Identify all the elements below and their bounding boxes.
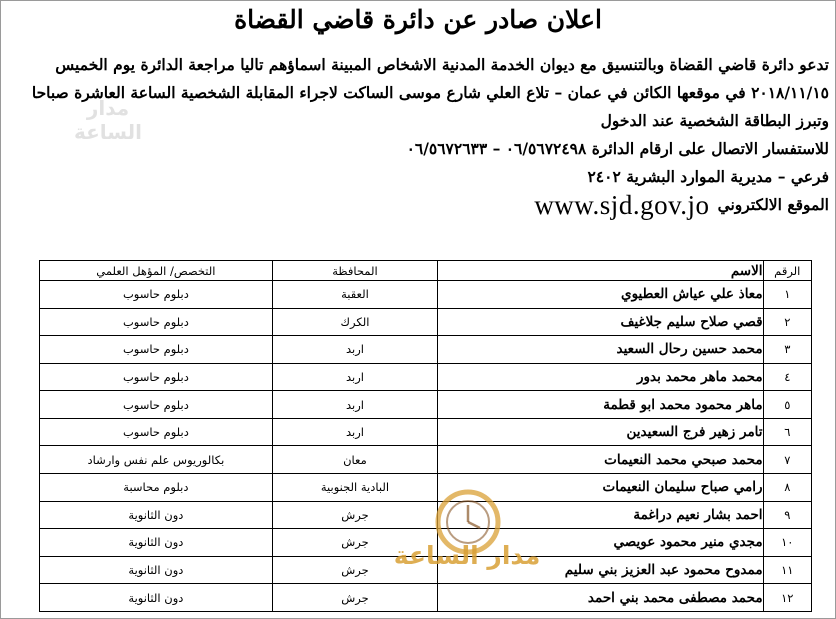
row-governorate: جرش bbox=[272, 501, 437, 529]
body-line-5: فرعي – مديرية الموارد البشرية ٢٤٠٢ bbox=[587, 167, 829, 186]
row-number: ١ bbox=[763, 281, 811, 309]
row-number: ٤ bbox=[763, 363, 811, 391]
row-number: ١٠ bbox=[763, 529, 811, 557]
row-number: ٧ bbox=[763, 446, 811, 474]
watermark-text: مدار الساعة bbox=[73, 96, 143, 144]
logo-brand-text: مدار الساعة bbox=[393, 541, 541, 570]
table-row bbox=[40, 336, 812, 364]
row-governorate: معان bbox=[272, 446, 437, 474]
table-row bbox=[40, 446, 812, 474]
row-governorate: اربد bbox=[272, 363, 437, 391]
header-qualification: التخصص/ المؤهل العلمي bbox=[40, 261, 273, 281]
row-qualification: دون الثانوية bbox=[40, 501, 273, 529]
row-name: معاذ علي عياش العطيوي bbox=[438, 281, 763, 309]
announcement-title: اعلان صادر عن دائرة قاضي القضاة bbox=[234, 5, 602, 34]
row-number: ٦ bbox=[763, 418, 811, 446]
row-number: ٢ bbox=[763, 308, 811, 336]
row-name: محمد حسين رحال السعيد bbox=[438, 336, 763, 364]
row-governorate: جرش bbox=[272, 529, 437, 557]
table-row bbox=[40, 418, 812, 446]
website-url[interactable]: www.sjd.gov.jo bbox=[534, 190, 710, 220]
madar-alsaa-logo bbox=[393, 488, 541, 570]
row-qualification: دبلوم حاسوب bbox=[40, 391, 273, 419]
website-label: الموقع الالكتروني bbox=[717, 195, 829, 214]
website-line bbox=[5, 191, 829, 219]
row-number: ١١ bbox=[763, 556, 811, 584]
row-qualification: بكالوريوس علم نفس وارشاد bbox=[40, 446, 273, 474]
row-qualification: دبلوم حاسوب bbox=[40, 418, 273, 446]
header-number: الرقم bbox=[763, 261, 811, 281]
row-qualification: دبلوم حاسوب bbox=[40, 308, 273, 336]
row-governorate: اربد bbox=[272, 391, 437, 419]
row-number: ٥ bbox=[763, 391, 811, 419]
row-number: ٩ bbox=[763, 501, 811, 529]
row-governorate: البادية الجنوبية bbox=[272, 474, 437, 502]
row-name: احمد بشار نعيم دراغمة bbox=[438, 501, 763, 529]
row-name: ممدوح محمود عبد العزيز بني سليم bbox=[438, 556, 763, 584]
row-qualification: دون الثانوية bbox=[40, 529, 273, 557]
header-governorate: المحافظة bbox=[272, 261, 437, 281]
row-governorate: الكرك bbox=[272, 308, 437, 336]
body-line-4: للاستفسار الاتصال على ارقام الدائرة ٠٦/٥٦٧٢٤٩٨ – ٠٦/٥٦٧٢٦٣٣ bbox=[406, 139, 829, 158]
row-governorate: جرش bbox=[272, 556, 437, 584]
row-governorate: جرش bbox=[272, 584, 437, 612]
header-name: الاسم bbox=[438, 261, 763, 281]
body-line-3: وتبرز البطاقة الشخصية عند الدخول bbox=[600, 111, 829, 130]
row-number: ٣ bbox=[763, 336, 811, 364]
table-row bbox=[40, 584, 812, 612]
table-row bbox=[40, 308, 812, 336]
body-line-2: ٢٠١٨/١١/١٥ في موقعها الكائن في عمان – تلاع العلي شارع موسى الساكت لاجراء المقابلة الشخصية الساعة العاشرة صباحا bbox=[31, 83, 829, 102]
row-number: ٨ bbox=[763, 474, 811, 502]
table-row bbox=[40, 363, 812, 391]
row-governorate: اربد bbox=[272, 418, 437, 446]
row-qualification: دون الثانوية bbox=[40, 556, 273, 584]
row-name: ماهر محمود محمد ابو قطمة bbox=[438, 391, 763, 419]
table-row bbox=[40, 391, 812, 419]
row-qualification: دبلوم محاسبة bbox=[40, 474, 273, 502]
row-qualification: دبلوم حاسوب bbox=[40, 336, 273, 364]
row-qualification: دبلوم حاسوب bbox=[40, 363, 273, 391]
row-governorate: اربد bbox=[272, 336, 437, 364]
row-name: رامي صباح سليمان النعيمات bbox=[438, 474, 763, 502]
row-name: قصي صلاح سليم جلاغيف bbox=[438, 308, 763, 336]
row-number: ١٢ bbox=[763, 584, 811, 612]
row-name: تامر زهير فرج السعيدين bbox=[438, 418, 763, 446]
row-name: مجدي منير محمود عويصي bbox=[438, 529, 763, 557]
table-row bbox=[40, 281, 812, 309]
row-name: محمد مصطفى محمد بني احمد bbox=[438, 584, 763, 612]
row-qualification: دون الثانوية bbox=[40, 584, 273, 612]
body-line-1: تدعو دائرة قاضي القضاة وبالتنسيق مع ديوان الخدمة المدنية الاشخاص المبينة اسماؤهم تاليا مراجعة الدائرة يوم الخميس bbox=[55, 55, 829, 74]
row-qualification: دبلوم حاسوب bbox=[40, 281, 273, 309]
row-governorate: العقبة bbox=[272, 281, 437, 309]
table-header-row bbox=[40, 261, 812, 281]
row-name: محمد صبحي محمد النعيمات bbox=[438, 446, 763, 474]
row-name: محمد ماهر محمد بدور bbox=[438, 363, 763, 391]
